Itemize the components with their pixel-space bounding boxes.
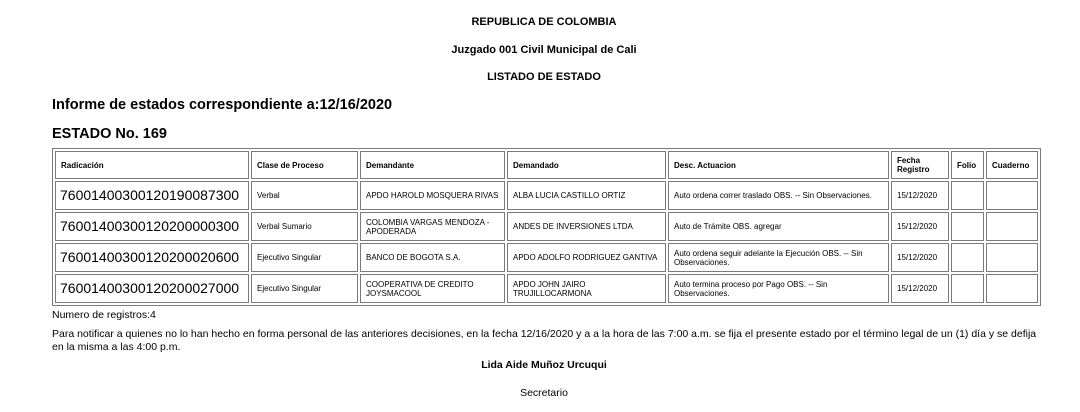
cell-demandado: APDO JOHN JAIRO TRUJILLOCARMONA — [507, 274, 666, 303]
cell-folio — [951, 274, 984, 303]
cell-radicacion: 76001400300120200027000 — [55, 274, 249, 303]
col-desc-actuacion: Desc. Actuacion — [668, 151, 889, 179]
cell-radicacion: 76001400300120200020600 — [55, 243, 249, 272]
cell-fecha-registro: 15/12/2020 — [891, 181, 949, 210]
cell-demandante: COOPERATIVA DE CREDITO JOYSMACOOL — [360, 274, 505, 303]
table-row — [55, 181, 1038, 210]
cell-desc-actuacion: Auto de Trámite OBS. agregar — [668, 212, 889, 241]
col-demandante: Demandante — [360, 151, 505, 179]
cell-radicacion: 76001400300120190087300 — [55, 181, 249, 210]
cell-clase-proceso: Verbal — [251, 181, 358, 210]
cell-demandante: COLOMBIA VARGAS MENDOZA - APODERADA — [360, 212, 505, 241]
cell-desc-actuacion: Auto ordena seguir adelante la Ejecución OBS. -- Sin Observaciones. — [668, 243, 889, 272]
table-row — [55, 274, 1038, 303]
cell-demandante: APDO HAROLD MOSQUERA RIVAS — [360, 181, 505, 210]
cell-cuaderno — [986, 181, 1038, 210]
estado-number: ESTADO No. 169 — [52, 126, 167, 142]
cell-clase-proceso: Ejecutivo Singular — [251, 243, 358, 272]
col-demandado: Demandado — [507, 151, 666, 179]
header-court: Juzgado 001 Civil Municipal de Cali — [451, 44, 637, 56]
cell-cuaderno — [986, 274, 1038, 303]
cell-cuaderno — [986, 212, 1038, 241]
cell-cuaderno — [986, 243, 1038, 272]
table-row — [55, 243, 1038, 272]
table-row — [55, 212, 1038, 241]
cell-fecha-registro: 15/12/2020 — [891, 243, 949, 272]
col-radicacion: Radicación — [55, 151, 249, 179]
table-header-row — [55, 151, 1038, 179]
header-country: REPUBLICA DE COLOMBIA — [471, 16, 617, 28]
signer-name: Lida Aide Muñoz Urcuqui — [481, 359, 607, 371]
cell-folio — [951, 181, 984, 210]
signer-role: Secretario — [520, 387, 568, 399]
cell-demandante: BANCO DE BOGOTA S.A. — [360, 243, 505, 272]
cell-demandado: APDO ADOLFO RODRIGUEZ GANTIVA — [507, 243, 666, 272]
cell-radicacion: 76001400300120200000300 — [55, 212, 249, 241]
header-listing-title: LISTADO DE ESTADO — [487, 71, 601, 83]
estados-table — [52, 148, 1041, 306]
cell-demandado: ALBA LUCIA CASTILLO ORTIZ — [507, 181, 666, 210]
cell-demandado: ANDES DE INVERSIONES LTDA — [507, 212, 666, 241]
cell-desc-actuacion: Auto ordena correr traslado OBS. -- Sin Observaciones. — [668, 181, 889, 210]
cell-fecha-registro: 15/12/2020 — [891, 274, 949, 303]
col-fecha-registro: Fecha Registro — [891, 151, 949, 179]
report-title: Informe de estados correspondiente a:12/16/2020 — [52, 97, 393, 113]
cell-folio — [951, 243, 984, 272]
col-clase-proceso: Clase de Proceso — [251, 151, 358, 179]
cell-fecha-registro: 15/12/2020 — [891, 212, 949, 241]
record-count: Numero de registros:4 — [52, 309, 156, 321]
cell-folio — [951, 212, 984, 241]
col-cuaderno: Cuaderno — [986, 151, 1038, 179]
col-folio: Folio — [951, 151, 984, 179]
cell-clase-proceso: Verbal Sumario — [251, 212, 358, 241]
cell-desc-actuacion: Auto termina proceso por Pago OBS. -- Sin Observaciones. — [668, 274, 889, 303]
cell-clase-proceso: Ejecutivo Singular — [251, 274, 358, 303]
notification-paragraph: Para notificar a quienes no lo han hecho en forma personal de las anteriores decisiones, en la fecha 12/16/2020 y a a la hora de las 7:00 a.m. se fija el presente estado por el término legal de un (1) día y se defija en la misma a las 4:00 p.m. — [52, 328, 1037, 353]
